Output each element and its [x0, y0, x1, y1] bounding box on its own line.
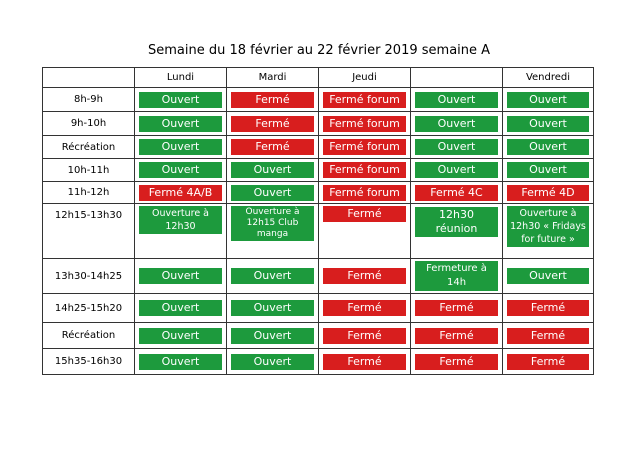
column-header: Jeudi	[319, 68, 411, 88]
schedule-cell	[319, 88, 411, 112]
status-closed-badge: Fermé	[231, 139, 314, 155]
status-closed-badge: Fermé	[323, 268, 406, 284]
schedule-cell	[503, 259, 594, 294]
schedule-cell	[135, 136, 227, 159]
schedule-cell	[503, 349, 594, 375]
status-open-badge: Ouvert	[415, 116, 498, 132]
schedule-cell	[135, 323, 227, 349]
schedule-cell	[319, 204, 411, 259]
status-open-badge: Ouvert	[231, 328, 314, 344]
schedule-cell	[135, 88, 227, 112]
schedule-table	[42, 67, 594, 375]
schedule-cell	[411, 112, 503, 136]
schedule-cell	[503, 323, 594, 349]
schedule-cell	[227, 204, 319, 259]
status-open-badge: Ouvert	[139, 139, 222, 155]
time-slot-label: 11h-12h	[43, 182, 135, 204]
schedule-cell	[503, 182, 594, 204]
table-row	[43, 88, 594, 112]
schedule-cell	[227, 112, 319, 136]
time-slot-label: 8h-9h	[43, 88, 135, 112]
schedule-cell	[135, 349, 227, 375]
column-header	[43, 68, 135, 88]
table-row	[43, 259, 594, 294]
schedule-cell	[135, 159, 227, 182]
schedule-cell	[411, 323, 503, 349]
table-row	[43, 159, 594, 182]
schedule-cell	[319, 349, 411, 375]
schedule-cell	[135, 112, 227, 136]
status-closed-badge: Fermé	[323, 328, 406, 344]
schedule-cell	[319, 112, 411, 136]
table-row	[43, 323, 594, 349]
schedule-cell	[503, 204, 594, 259]
status-closed-badge: Fermé 4A/B	[139, 185, 222, 201]
schedule-cell	[503, 112, 594, 136]
schedule-cell	[319, 159, 411, 182]
schedule-cell	[411, 136, 503, 159]
status-open-badge: Ouvert	[139, 268, 222, 284]
schedule-cell	[227, 294, 319, 323]
time-slot-label: Récréation	[43, 136, 135, 159]
status-closed-badge: Fermé	[415, 300, 498, 316]
status-closed-badge: Fermé forum	[323, 116, 406, 132]
schedule-cell	[227, 159, 319, 182]
status-open-badge: Ouverture à 12h30 « Fridays for future »	[507, 206, 589, 247]
schedule-cell	[135, 204, 227, 259]
status-open-badge: Ouvert	[415, 139, 498, 155]
schedule-cell	[411, 88, 503, 112]
table-row	[43, 182, 594, 204]
time-slot-label: Récréation	[43, 323, 135, 349]
schedule-cell	[503, 136, 594, 159]
status-open-badge: Ouvert	[231, 268, 314, 284]
schedule-cell	[411, 204, 503, 259]
status-open-badge: 12h30 réunion	[415, 207, 498, 237]
table-row	[43, 294, 594, 323]
table-row	[43, 136, 594, 159]
status-open-badge: Ouvert	[139, 162, 222, 178]
schedule-cell	[411, 259, 503, 294]
status-open-badge: Ouvert	[139, 92, 222, 108]
schedule-cell	[411, 182, 503, 204]
schedule-cell	[227, 136, 319, 159]
schedule-cell	[227, 259, 319, 294]
status-open-badge: Ouvert	[231, 354, 314, 370]
status-open-badge: Ouvert	[415, 92, 498, 108]
status-closed-badge: Fermé forum	[323, 92, 406, 108]
table-row	[43, 112, 594, 136]
status-open-badge: Ouvert	[231, 162, 314, 178]
schedule-cell	[227, 88, 319, 112]
column-header: Mardi	[227, 68, 319, 88]
status-open-badge: Ouvert	[507, 116, 589, 132]
column-header: Vendredi	[503, 68, 594, 88]
time-slot-label: 10h-11h	[43, 159, 135, 182]
status-closed-badge: Fermé	[507, 354, 589, 370]
time-slot-label: 15h35-16h30	[43, 349, 135, 375]
status-closed-badge: Fermé	[415, 328, 498, 344]
schedule-cell	[227, 323, 319, 349]
status-open-badge: Ouvert	[139, 300, 222, 316]
status-open-badge: Ouvert	[139, 328, 222, 344]
page-title: Semaine du 18 février au 22 février 2019 semaine A	[147, 43, 491, 58]
status-closed-badge: Fermé forum	[323, 185, 406, 201]
status-open-badge: Ouvert	[139, 116, 222, 132]
schedule-cell	[319, 136, 411, 159]
status-closed-badge: Fermé	[415, 354, 498, 370]
column-header	[411, 68, 503, 88]
schedule-cell	[411, 159, 503, 182]
status-closed-badge: Fermé	[323, 354, 406, 370]
time-slot-label: 14h25-15h20	[43, 294, 135, 323]
status-closed-badge: Fermé	[323, 300, 406, 316]
status-open-badge: Ouvert	[415, 162, 498, 178]
time-slot-label: 13h30-14h25	[43, 259, 135, 294]
schedule-cell	[503, 88, 594, 112]
status-open-badge: Ouvert	[507, 268, 589, 284]
status-closed-badge: Fermé 4C	[415, 185, 498, 201]
schedule-cell	[503, 294, 594, 323]
schedule-cell	[319, 182, 411, 204]
status-closed-badge: Fermé forum	[323, 162, 406, 178]
status-open-badge: Ouvert	[507, 139, 589, 155]
status-closed-badge: Fermé forum	[323, 139, 406, 155]
time-slot-label: 9h-10h	[43, 112, 135, 136]
schedule-cell	[135, 259, 227, 294]
status-closed-badge: Fermé	[323, 206, 406, 222]
status-open-badge: Ouvert	[507, 162, 589, 178]
schedule-cell	[319, 259, 411, 294]
schedule-cell	[227, 349, 319, 375]
status-open-badge: Ouvert	[507, 92, 589, 108]
status-closed-badge: Fermé	[231, 92, 314, 108]
status-open-badge: Fermeture à 14h	[415, 261, 498, 291]
schedule-cell	[135, 182, 227, 204]
status-open-badge: Ouvert	[231, 300, 314, 316]
header-row	[43, 68, 594, 88]
table-row	[43, 349, 594, 375]
schedule-cell	[319, 294, 411, 323]
status-open-badge: Ouverture à 12h30	[139, 206, 222, 234]
status-closed-badge: Fermé	[231, 116, 314, 132]
status-closed-badge: Fermé	[507, 300, 589, 316]
schedule-cell	[319, 323, 411, 349]
schedule-cell	[411, 294, 503, 323]
status-open-badge: Ouvert	[139, 354, 222, 370]
status-closed-badge: Fermé	[507, 328, 589, 344]
schedule-cell	[411, 349, 503, 375]
column-header: Lundi	[135, 68, 227, 88]
schedule-cell	[227, 182, 319, 204]
time-slot-label: 12h15-13h30	[43, 204, 135, 259]
status-open-badge: Ouverture à 12h15 Club manga	[231, 206, 314, 241]
table-row	[43, 204, 594, 259]
schedule-cell	[503, 159, 594, 182]
schedule-cell	[135, 294, 227, 323]
status-open-badge: Ouvert	[231, 185, 314, 201]
status-closed-badge: Fermé 4D	[507, 185, 589, 201]
